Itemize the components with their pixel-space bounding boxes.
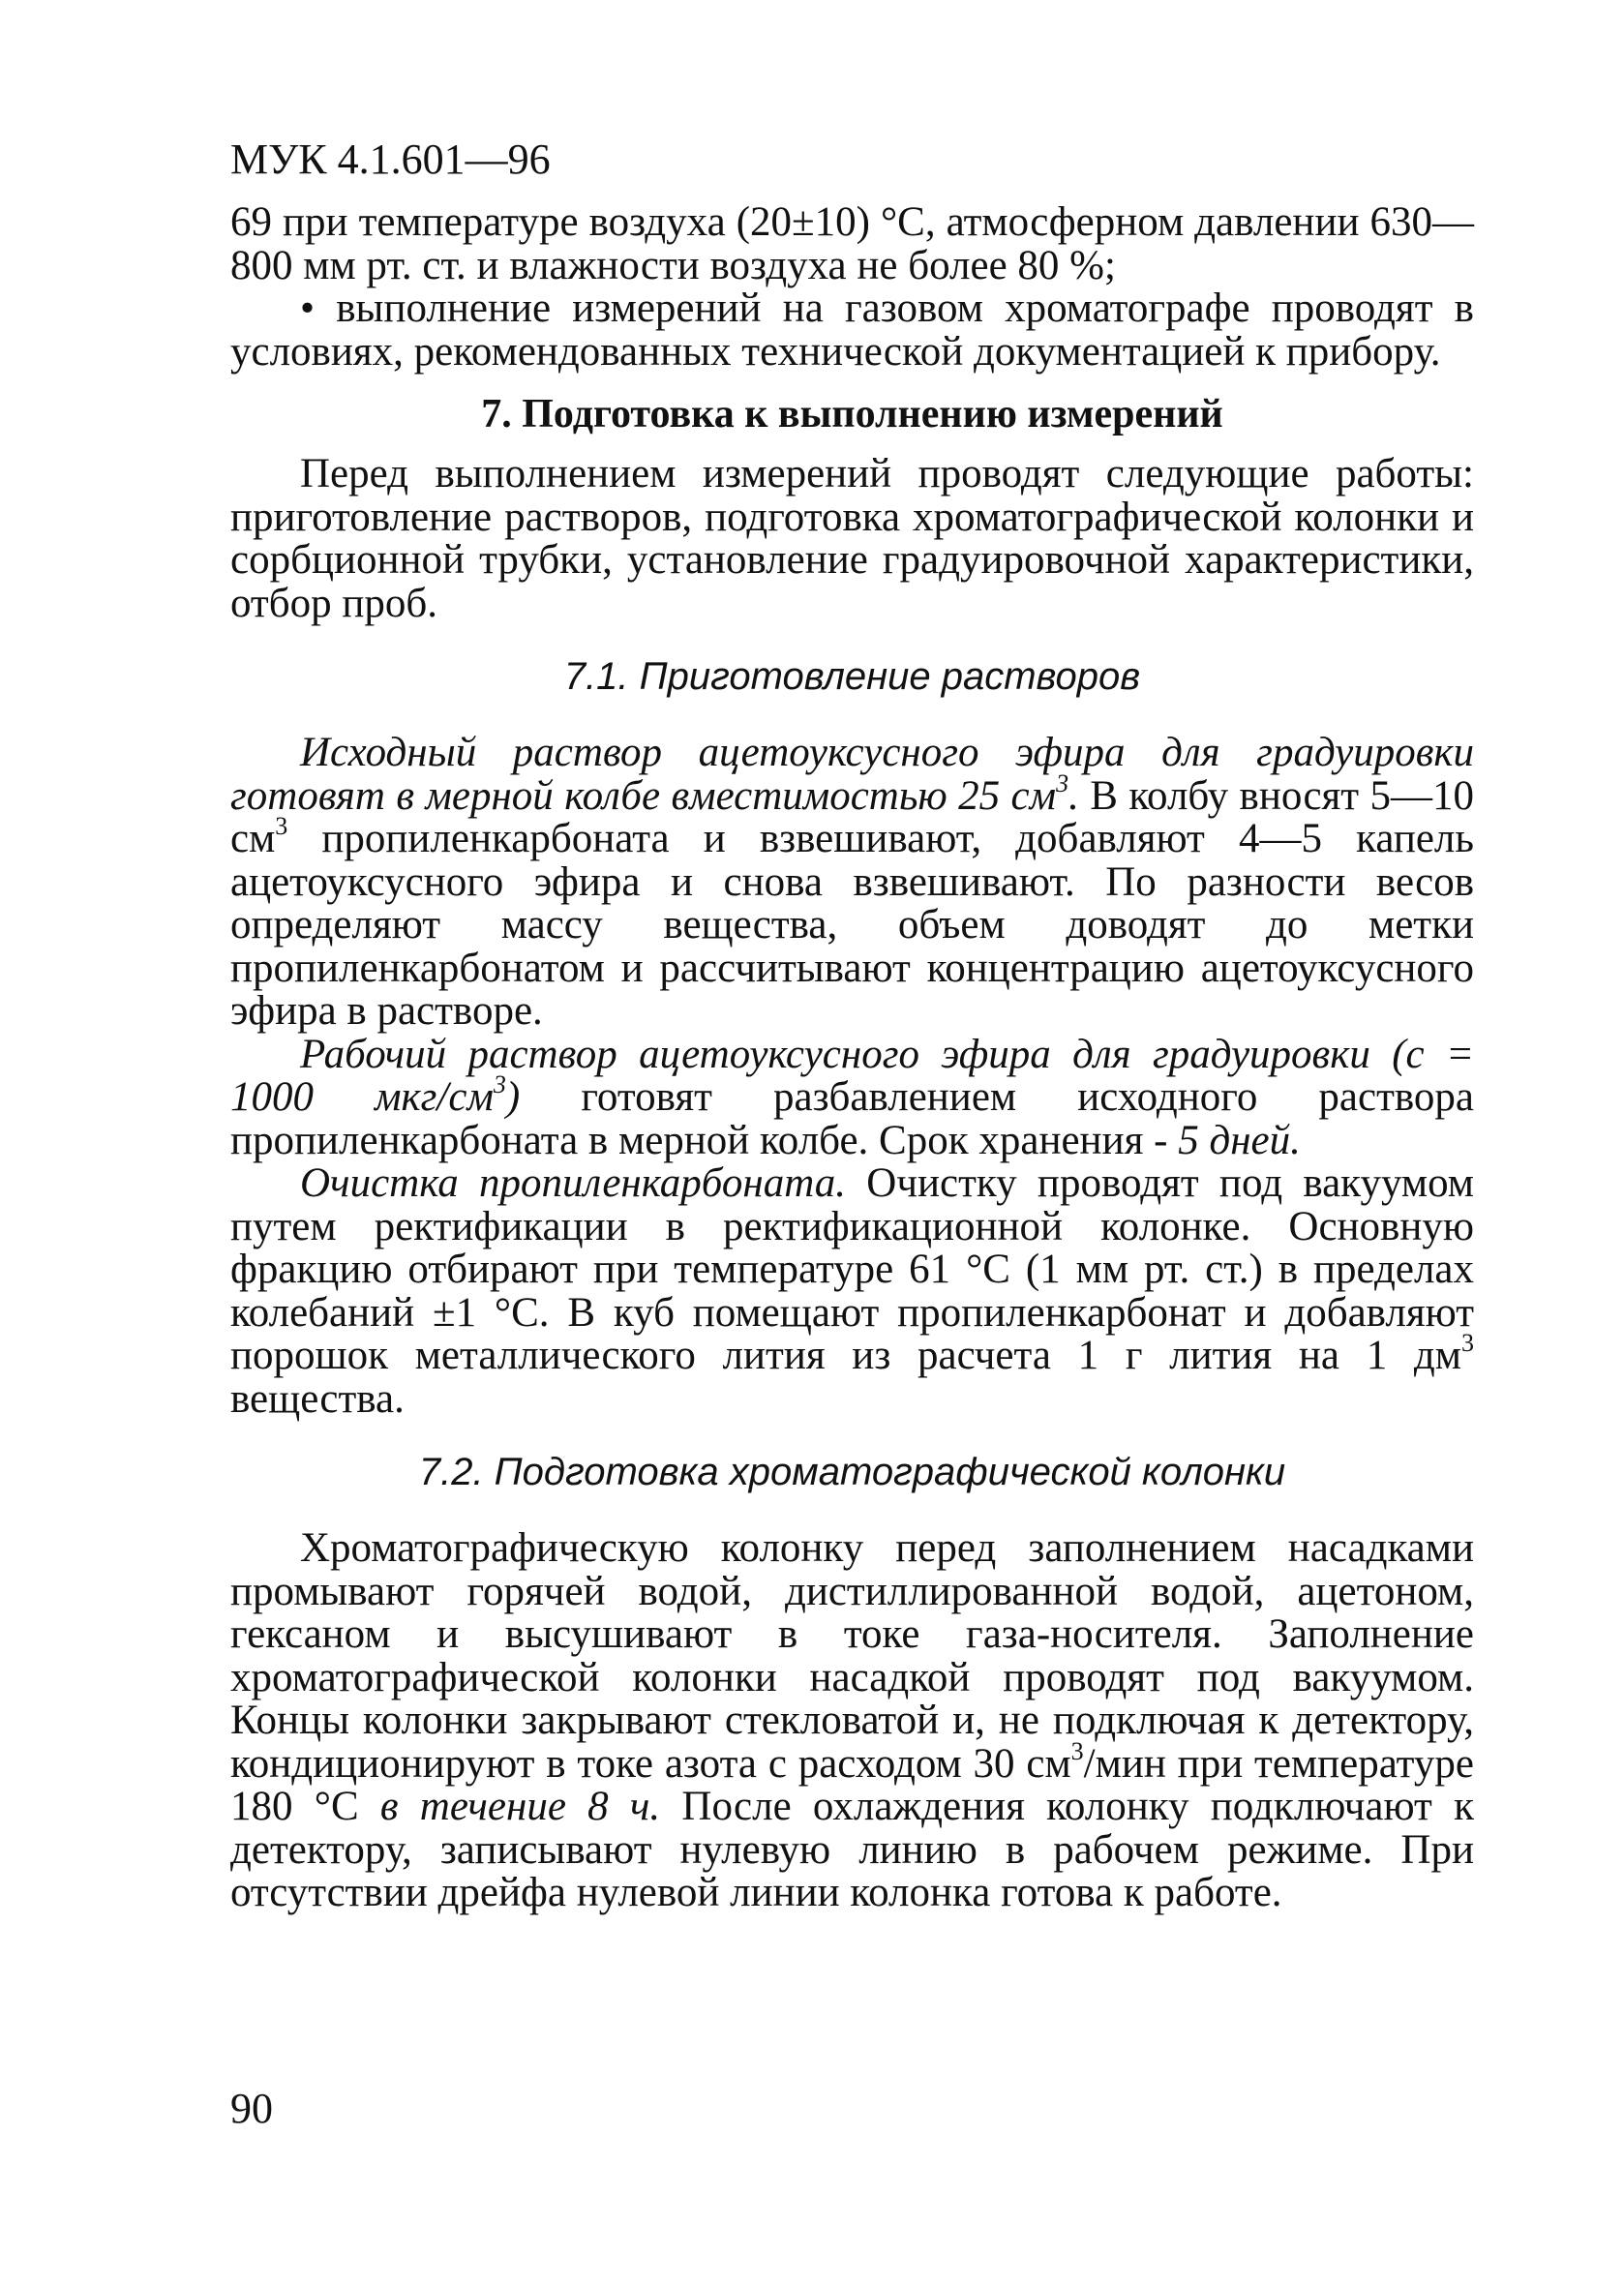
working-solution-term: Рабочий раствор ацетоуксусного эфира для градуировки (с = 1000 мкг/см: [230, 1031, 1474, 1120]
stock-solution-text-b: пропиленкарбоната и взвешивают, добавляют 4—5 капель ацетоуксусного эфира и снова взвешивают. По разности весов определяют массу вещества, объем доводят до метки пропиленкарбонатом и рассчитывают концентрацию ацетоуксусного эфира в растворе.: [230, 816, 1474, 1034]
column-preparation-text-a: Хроматографическую колонку перед заполнением насадками промывают горячей водой, дистиллированной водой, ацетоном, гексаном и высушивают в токе газа-носителя. Заполнение хроматографической колонки насадкой проводят под вакуумом. Концы колонки закрывают стекловатой и, не подключая к детектору, кондиционируют в токе азота с расходом 30 см: [230, 1525, 1474, 1787]
stock-solution-term-sup: 3: [1056, 768, 1069, 797]
working-solution-text-a: готовят разбавлением исходного раствора пропиленкарбоната в мерной колбе. Срок хранения -: [230, 1074, 1474, 1163]
stock-solution-paragraph: [230, 732, 1474, 1034]
purification-term: Очистка пропиленкарбоната.: [300, 1160, 847, 1206]
stock-solution-term-end: .: [1068, 772, 1079, 819]
page-number: 90: [230, 2085, 273, 2132]
intro-paragraph-chromatograph: • выполнение измерений на газовом хроматографе проводят в условиях, рекомендованных технической документацией к прибору.: [230, 286, 1474, 375]
section-7-2-heading: 7.2. Подготовка хроматографической колонки: [418, 1451, 1286, 1493]
column-preparation-text-b: /мин при температуре 180 °С: [230, 1740, 1474, 1829]
intro-paragraph-conditions: 69 при температуре воздуха (20±10) °С, атмосферном давлении 630—800 мм рт. ст. и влажности воздуха не более 80 %;: [230, 199, 1474, 288]
column-preparation-paragraph: [230, 1527, 1474, 1915]
stock-solution-text-a: В колбу вносят 5—10 см: [230, 772, 1475, 861]
document-page: [230, 135, 1474, 1915]
column-preparation-duration: в течение 8 ч.: [379, 1784, 661, 1829]
purification-paragraph: [230, 1162, 1474, 1421]
section-7-heading: 7. Подготовка к выполнению измерений: [481, 392, 1223, 436]
column-preparation-sup: 3: [1070, 1736, 1084, 1765]
purification-text-sup: 3: [1461, 1329, 1474, 1357]
purification-text-a: Очистку проводят под вакуумом путем ректификации в ректификационной колонке. Основную фракцию отбирают при температуре 61 °С (1 мм рт. ст.) в пределах колебаний ±1 °С. В куб помещают пропиленкарбонат и добавляют порошок металлического лития из расчета 1 г лития на 1 дм: [230, 1160, 1475, 1378]
stock-solution-text-sup: 3: [275, 812, 288, 840]
section-7-paragraph: Перед выполнением измерений проводят следующие работы: приготовление растворов, подготовка хроматографической колонки и сорбционной трубки, установление градуировочной характеристики, отбор проб.: [230, 451, 1474, 626]
working-solution-paragraph: [230, 1031, 1474, 1163]
working-solution-storage: 5 дней.: [1178, 1117, 1301, 1163]
working-solution-term-end: ): [505, 1074, 521, 1120]
purification-text-b: вещества.: [230, 1375, 405, 1422]
stock-solution-term: Исходный раствор ацетоуксусного эфира для градуировки готовят в мерной колбе вместимостью 25 см: [230, 730, 1474, 819]
section-7-1-heading: 7.1. Приготовление растворов: [563, 655, 1141, 698]
working-solution-term-sup: 3: [493, 1070, 506, 1098]
column-preparation-text-c: После охлаждения колонку подключают к детектору, записывают нулевую линию в рабочем режиме. При отсутствии дрейфа нулевой линии колонка готова к работе.: [230, 1784, 1474, 1915]
document-id-header: МУК 4.1.601—96: [230, 135, 551, 183]
